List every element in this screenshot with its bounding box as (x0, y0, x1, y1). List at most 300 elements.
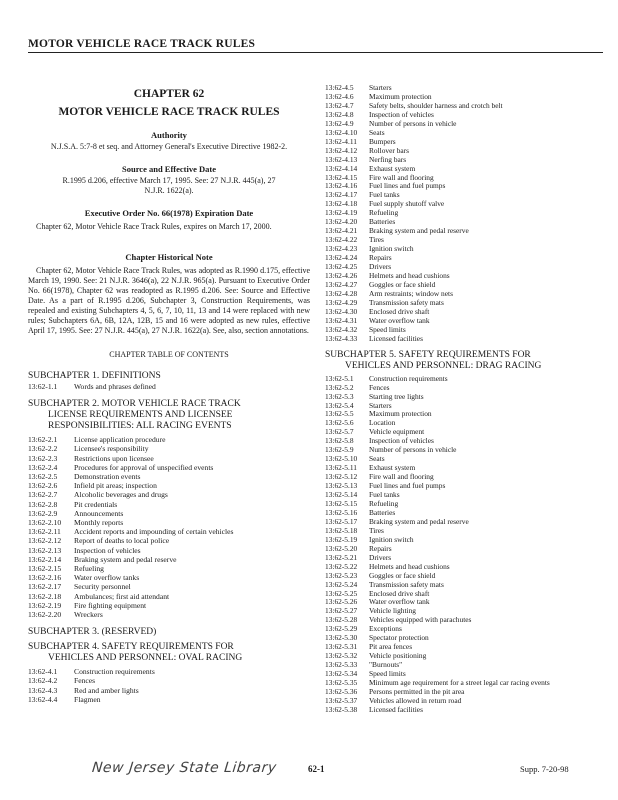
section-number: 13:62-5.6 (325, 418, 354, 428)
section-title: Enclosed drive shaft (369, 588, 430, 598)
page-number: 62-1 (308, 764, 325, 774)
section-title: Licensee's responsibility (74, 444, 149, 454)
toc-entry (325, 200, 607, 209)
section-number: 13:62-4.18 (325, 199, 358, 209)
section-number: 13:62-2.4 (28, 462, 58, 472)
section-number: 13:62-4.2 (28, 676, 58, 686)
toc-entry (28, 582, 310, 591)
toc-entry (325, 598, 607, 607)
section-title: Starters (369, 83, 392, 92)
section-number: 13:62-5.30 (325, 633, 358, 643)
section-number: 13:62-5.35 (325, 678, 358, 688)
section-number: 13:62-5.36 (325, 687, 358, 696)
section-number: 13:62-5.3 (325, 391, 354, 401)
section-number: 13:62-4.15 (325, 172, 358, 182)
toc-entry (325, 263, 607, 272)
section-title: Persons permitted in the pit area (369, 687, 465, 696)
toc-entry (325, 384, 607, 393)
section-title: Tires (369, 235, 384, 245)
toc-entry (325, 625, 607, 634)
section-title: Restrictions upon licensee (74, 453, 154, 463)
subchapter-5-list (325, 375, 607, 715)
toc-entry (325, 393, 607, 402)
toc-entry (28, 592, 310, 601)
toc-entry (28, 527, 310, 536)
section-number: 13:62-5.18 (325, 525, 358, 535)
section-title: Goggles or face shield (369, 570, 436, 580)
right-column (325, 84, 607, 715)
section-number: 13:62-5.37 (325, 695, 358, 705)
left-column (28, 62, 310, 704)
section-number: 13:62-5.8 (325, 436, 354, 446)
toc-entry (325, 482, 607, 491)
header-rule (28, 52, 603, 53)
section-title: Construction requirements (369, 373, 448, 383)
section-number: 13:62-4.21 (325, 226, 358, 236)
subchapter-2-line3: RESPONSIBILITIES: ALL RACING EVENTS (48, 421, 232, 432)
section-number: 13:62-2.19 (28, 600, 62, 610)
toc-entry (325, 245, 607, 254)
section-title: Fire wall and flooring (369, 472, 434, 482)
authority-heading: Authority (151, 130, 187, 140)
section-title: Vehicle lighting (369, 606, 417, 616)
library-stamp: New Jersey State Library (91, 760, 278, 776)
toc-entry (325, 129, 607, 138)
section-number: 13:62-4.3 (28, 685, 58, 695)
toc-entry (28, 546, 310, 555)
toc-entry (325, 697, 607, 706)
section-number: 13:62-4.4 (28, 694, 58, 704)
toc-entry (28, 454, 310, 463)
toc-entry (325, 299, 607, 308)
section-number: 13:62-4.12 (325, 145, 358, 155)
section-number: 13:62-4.27 (325, 279, 358, 289)
section-number: 13:62-4.29 (325, 297, 358, 307)
subchapter-5-line2: VEHICLES AND PERSONNEL: DRAG RACING (345, 360, 542, 371)
section-title: Vehicle positioning (369, 651, 427, 661)
section-title: Rollover bars (369, 145, 410, 155)
section-number: 13:62-5.11 (325, 463, 357, 473)
section-title: Fire fighting equipment (74, 600, 147, 610)
section-title: Inspection of vehicles (369, 109, 434, 119)
toc-entry (28, 382, 310, 391)
toc-entry (28, 518, 310, 527)
toc-entry (325, 536, 607, 545)
section-title: Exceptions (369, 624, 402, 634)
toc-entry (28, 490, 310, 499)
section-title: Location (369, 418, 396, 428)
section-number: 13:62-5.29 (325, 624, 358, 634)
toc-entry (325, 500, 607, 509)
section-title: Enclosed drive shaft (369, 306, 430, 316)
toc-entry (325, 308, 607, 317)
section-number: 13:62-5.22 (325, 561, 358, 571)
section-number: 13:62-2.14 (28, 554, 62, 564)
subchapter-2-line1: SUBCHAPTER 2. MOTOR VEHICLE RACE TRACK (28, 399, 241, 410)
section-number: 13:62-5.7 (325, 427, 354, 437)
section-title: Batteries (369, 507, 396, 517)
section-number: 13:62-5.17 (325, 516, 358, 526)
section-title: Pit area fences (369, 642, 413, 652)
section-title: Announcements (74, 508, 124, 518)
section-title: Braking system and pedal reserve (369, 226, 469, 236)
toc-entry (325, 545, 607, 554)
toc-entry (325, 182, 607, 191)
section-number: 13:62-5.24 (325, 579, 358, 589)
subchapter-4-line1: SUBCHAPTER 4. SAFETY REQUIREMENTS FOR (28, 642, 234, 653)
section-title: Drivers (369, 552, 392, 562)
toc-entry (28, 610, 310, 619)
toc-entry (325, 527, 607, 536)
toc-entry (325, 554, 607, 563)
section-number: 13:62-2.9 (28, 508, 58, 518)
toc-entry (28, 435, 310, 444)
section-number: 13:62-2.7 (28, 490, 58, 500)
section-number: 13:62-2.15 (28, 564, 62, 574)
section-title: Fuel tanks (369, 190, 400, 200)
section-title: Inspection of vehicles (74, 545, 141, 555)
toc-entry (325, 165, 607, 174)
section-number: 13:62-4.6 (325, 91, 354, 101)
toc-entry (325, 688, 607, 697)
section-title: Transmission safety mats (369, 297, 444, 307)
section-title: Refueling (74, 564, 104, 574)
section-title: Security personnel (74, 582, 131, 592)
section-number: 13:62-2.10 (28, 518, 62, 528)
source-text: R.1995 d.206, effective March 17, 1995. See: 27 N.J.R. 445(a), 27 N.J.R. 1622(a). (62, 176, 276, 195)
section-title: Drivers (369, 262, 392, 272)
section-number: 13:62-5.23 (325, 570, 358, 580)
toc-entry (325, 706, 607, 715)
toc-entry (325, 402, 607, 411)
section-number: 13:62-4.19 (325, 208, 358, 218)
section-number: 13:62-2.20 (28, 610, 62, 620)
section-title: Starting tree lights (369, 391, 424, 401)
section-number: 13:62-5.4 (325, 400, 354, 410)
section-title: "Burnouts" (369, 660, 403, 670)
section-number: 13:62-4.13 (325, 154, 358, 164)
section-title: Words and phrases defined (74, 382, 156, 391)
section-number: 13:62-5.34 (325, 669, 358, 679)
section-title: Demonstration events (74, 472, 141, 482)
toc-entry (325, 634, 607, 643)
toc-entry (325, 419, 607, 428)
toc-entry (28, 667, 310, 676)
section-number: 13:62-2.1 (28, 435, 58, 445)
toc-entry (28, 601, 310, 610)
subchapter-5-line1: SUBCHAPTER 5. SAFETY REQUIREMENTS FOR (325, 349, 531, 360)
toc-entry (325, 147, 607, 156)
toc-entry (325, 563, 607, 572)
section-title: Fuel lines and fuel pumps (369, 181, 446, 191)
chapter-title: MOTOR VEHICLE RACE TRACK RULES (58, 106, 280, 118)
section-title: Pit credentials (74, 499, 118, 509)
section-title: Vehicles allowed in return road (369, 695, 462, 705)
section-title: License application procedure (74, 435, 166, 445)
subchapter-5-heading (325, 350, 607, 372)
section-title: Fuel lines and fuel pumps (369, 481, 446, 491)
section-title: Batteries (369, 217, 396, 227)
section-number: 13:62-5.16 (325, 507, 358, 517)
section-title: Exhaust system (369, 463, 416, 473)
toc-entry (325, 428, 607, 437)
section-number: 13:62-2.6 (28, 481, 58, 491)
section-number: 13:62-5.15 (325, 498, 358, 508)
section-title: Fuel supply shutoff valve (369, 199, 445, 209)
toc-entry (325, 138, 607, 147)
toc-entry (28, 573, 310, 582)
authority-text: N.J.S.A. 5:7-8 et seq. and Attorney General's Executive Directive 1982-2. (50, 142, 288, 151)
section-number: 13:62-2.17 (28, 582, 62, 592)
section-title: Goggles or face shield (369, 279, 436, 289)
toc-entry (28, 564, 310, 573)
section-number: 13:62-4.30 (325, 306, 358, 316)
section-title: Fences (369, 382, 390, 392)
section-number: 13:62-2.11 (28, 527, 61, 537)
subchapter-2-heading (28, 399, 310, 432)
section-number: 13:62-5.14 (325, 490, 358, 500)
section-number: 13:62-5.31 (325, 642, 358, 652)
toc-entry (325, 590, 607, 599)
subchapter-1-line: SUBCHAPTER 1. DEFINITIONS (28, 371, 161, 381)
toc-entry (325, 227, 607, 236)
section-title: Water overflow tank (369, 597, 430, 607)
section-number: 13:62-5.20 (325, 543, 358, 553)
toc-entry (28, 500, 310, 509)
toc-entry (325, 491, 607, 500)
toc-entry (325, 120, 607, 129)
section-number: 13:62-5.25 (325, 588, 358, 598)
subchapter-1-heading (28, 371, 310, 382)
subchapter-3-heading (28, 627, 310, 638)
section-number: 13:62-5.21 (325, 552, 358, 562)
section-number: 13:62-5.12 (325, 472, 358, 482)
section-title: Seats (369, 127, 385, 137)
exec-order-text: Chapter 62, Motor Vehicle Race Track Rules, expires on March 17, 2000. (36, 222, 272, 231)
toc-entry (28, 555, 310, 564)
subchapter-4-heading (28, 642, 310, 664)
subchapter-2-list (28, 435, 310, 619)
section-number: 13:62-4.8 (325, 109, 354, 119)
toc-entry (28, 676, 310, 685)
section-number: 13:62-4.28 (325, 288, 358, 298)
exec-order-heading: Executive Order No. 66(1978) Expiration Date (84, 208, 254, 218)
source-heading: Source and Effective Date (121, 164, 217, 174)
toc-entry (28, 686, 310, 695)
toc-entry (325, 326, 607, 335)
section-number: 13:62-2.2 (28, 444, 58, 454)
toc-title: CHAPTER TABLE OF CONTENTS (109, 350, 229, 359)
section-title: Nerfing bars (369, 154, 407, 164)
section-title: Helmets and head cushions (369, 271, 450, 281)
section-number: 13:62-4.5 (325, 83, 354, 92)
section-number: 13:62-5.32 (325, 651, 358, 661)
section-number: 13:62-4.31 (325, 315, 358, 325)
toc-entry (325, 281, 607, 290)
toc-entry (325, 410, 607, 419)
toc-entry (325, 473, 607, 482)
section-number: 13:62-4.25 (325, 262, 358, 272)
toc-entry (325, 581, 607, 590)
section-title: Arm restraints; window nets (369, 288, 453, 298)
section-number: 13:62-4.22 (325, 235, 358, 245)
section-number: 13:62-5.26 (325, 597, 358, 607)
section-title: Water overflow tanks (74, 573, 140, 583)
subchapter-4-list (28, 667, 310, 704)
toc-entry (325, 111, 607, 120)
section-title: Speed limits (369, 324, 406, 334)
section-number: 13:62-4.32 (325, 324, 358, 334)
section-title: Licensed facilities (369, 704, 423, 714)
section-number: 13:62-2.16 (28, 573, 62, 583)
toc-entry (28, 536, 310, 545)
section-number: 13:62-4.26 (325, 271, 358, 281)
section-number: 13:62-4.14 (325, 163, 358, 173)
toc-entry (325, 572, 607, 581)
running-header: MOTOR VEHICLE RACE TRACK RULES (28, 38, 256, 50)
section-title: Number of persons in vehicle (369, 118, 457, 128)
section-title: Seats (369, 454, 385, 464)
section-number: 13:62-5.5 (325, 409, 354, 419)
section-number: 13:62-2.18 (28, 591, 62, 601)
section-title: Safety belts, shoulder harness and crotch belt (369, 100, 503, 110)
toc-entry (325, 661, 607, 670)
toc-entry (325, 643, 607, 652)
section-title: Construction requirements (74, 667, 155, 677)
toc-entry (28, 695, 310, 704)
section-title: Braking system and pedal reserve (369, 516, 469, 526)
section-title: Fences (74, 676, 96, 686)
toc-entry (325, 174, 607, 183)
section-title: Alcoholic beverages and drugs (74, 490, 168, 500)
history-heading: Chapter Historical Note (125, 252, 213, 262)
section-title: Repairs (369, 543, 392, 553)
section-number: 13:62-5.1 (325, 373, 354, 383)
toc-entry (325, 679, 607, 688)
toc-entry (325, 102, 607, 111)
section-title: Accident reports and impounding of certain vehicles (74, 527, 234, 537)
toc-entry (325, 272, 607, 281)
supplement-date: Supp. 7-20-98 (520, 764, 569, 774)
section-number: 13:62-5.33 (325, 660, 358, 670)
toc-entry (28, 509, 310, 518)
toc-entry (325, 446, 607, 455)
section-title: Monthly reports (74, 518, 124, 528)
section-title: Spectator protection (369, 633, 429, 643)
subchapter-3-line: SUBCHAPTER 3. (RESERVED) (28, 627, 157, 638)
section-title: Report of deaths to local police (74, 536, 170, 546)
section-title: Helmets and head cushions (369, 561, 450, 571)
subchapter-2-line2: LICENSE REQUIREMENTS AND LICENSEE (48, 410, 233, 421)
section-number: 13:62-4.1 (28, 667, 58, 677)
section-number: 13:62-5.2 (325, 382, 354, 392)
section-number: 13:62-4.33 (325, 333, 358, 343)
section-number: 13:62-4.23 (325, 244, 358, 254)
section-number: 13:62-2.3 (28, 453, 58, 463)
section-title: Wreckers (74, 610, 103, 620)
section-title: Number of persons in vehicle (369, 445, 457, 455)
section-number: 13:62-5.27 (325, 606, 358, 616)
section-title: Fire wall and flooring (369, 172, 434, 182)
section-title: Starters (369, 400, 392, 410)
section-number: 13:62-5.13 (325, 481, 358, 491)
section-title: Bumpers (369, 136, 396, 146)
toc-entry (325, 518, 607, 527)
section-title: Maximum protection (369, 409, 432, 419)
toc-entry (325, 437, 607, 446)
section-number: 13:62-2.5 (28, 472, 58, 482)
toc-entry (325, 464, 607, 473)
toc-entry (325, 209, 607, 218)
section-title: Vehicle equipment (369, 427, 425, 437)
section-title: Red and amber lights (74, 685, 139, 695)
section-title: Tires (369, 525, 384, 535)
section-number: 13:62-4.11 (325, 136, 357, 146)
section-title: Refueling (369, 208, 399, 218)
toc-entry (325, 290, 607, 299)
subchapter-4-list-continued (325, 84, 607, 344)
section-title: Maximum protection (369, 91, 432, 101)
section-title: Licensed facilities (369, 333, 423, 343)
section-title: Vehicles equipped with parachutes (369, 615, 472, 625)
toc-entry (325, 375, 607, 384)
toc-entry (28, 481, 310, 490)
toc-entry (325, 191, 607, 200)
section-number: 13:62-5.19 (325, 534, 358, 544)
subchapter-4-line2: VEHICLES AND PERSONNEL: OVAL RACING (48, 653, 243, 664)
toc-entry (325, 84, 607, 93)
section-title: Ambulances; first aid attendant (74, 591, 170, 601)
section-number: 13:62-1.1 (28, 382, 58, 391)
toc-entry (325, 652, 607, 661)
toc-entry (325, 455, 607, 464)
section-title: Fuel tanks (369, 490, 400, 500)
toc-entry (28, 444, 310, 453)
section-title: Exhaust system (369, 163, 416, 173)
section-number: 13:62-4.17 (325, 190, 358, 200)
section-number: 13:62-5.38 (325, 704, 358, 714)
section-title: Infield pit areas; inspection (74, 481, 157, 491)
section-number: 13:62-4.16 (325, 181, 358, 191)
section-title: Ignition switch (369, 534, 414, 544)
toc-entry (325, 236, 607, 245)
section-title: Procedures for approval of unspecified events (74, 462, 214, 472)
section-number: 13:62-2.12 (28, 536, 62, 546)
section-number: 13:62-5.28 (325, 615, 358, 625)
section-title: Refueling (369, 498, 399, 508)
section-title: Inspection of vehicles (369, 436, 434, 446)
section-number: 13:62-4.10 (325, 127, 358, 137)
toc-entry (325, 616, 607, 625)
section-number: 13:62-5.9 (325, 445, 354, 455)
toc-entry (28, 463, 310, 472)
chapter-number: CHAPTER 62 (133, 88, 205, 100)
toc-entry (325, 254, 607, 263)
section-title: Repairs (369, 253, 392, 263)
section-number: 13:62-4.7 (325, 100, 354, 110)
section-title: Water overflow tank (369, 315, 430, 325)
toc-entry (325, 335, 607, 344)
section-title: Flagmen (74, 694, 101, 704)
section-title: Transmission safety mats (369, 579, 444, 589)
section-title: Braking system and pedal reserve (74, 554, 177, 564)
section-number: 13:62-2.8 (28, 499, 58, 509)
section-title: Ignition switch (369, 244, 414, 254)
subchapter-1-list (28, 382, 310, 391)
history-text: Chapter 62, Motor Vehicle Race Track Rules, was adopted as R.1990 d.175, effective March 19, 1990. See: 21 N.J.R. 3646(a), 22 N.J.R. 965(a). Pursuant to Executive Order No. 66(1978), Chapter 62 was readopted as R.1995 d.206. See: Source and Effective Date. As a part of R.1995 d.206, Subchapter 3, Construction Requirements, was repealed and existing Subchapters 4, 5, 6, 7, 10, 11, 13 and 14 were replaced with new rules; Subchapters 6A, 6B, 12A, 12B, 15 and 16 were adopted as new rules, effective April 17, 1995. See: 27 N.J.R. 445(a), 27 N.J.R. 1622(a). See, also, section annotations. (28, 266, 310, 335)
section-number: 13:62-4.9 (325, 118, 354, 128)
section-title: Minimum age requirement for a street legal car racing events (369, 678, 550, 688)
